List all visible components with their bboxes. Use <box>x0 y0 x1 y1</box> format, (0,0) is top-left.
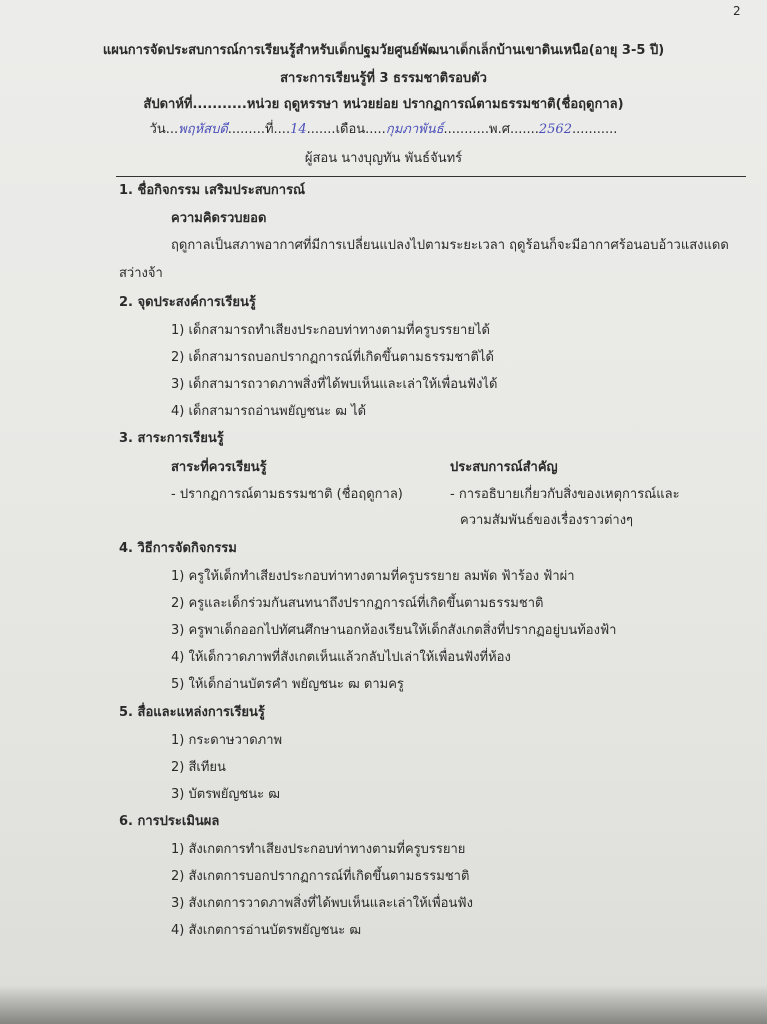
activity-step: 5) ให้เด็กอ่านบัตรคำ พยัญชนะ ฒ ตามครู <box>171 677 404 692</box>
objective-item: 3) เด็กสามารถวาดภาพสิ่งที่ได้พบเห็นและเล่าให้เพื่อนฟังได้ <box>171 377 498 392</box>
section-6-heading: 6. การประเมินผล <box>119 814 220 829</box>
experience-item-line-1: - การอธิบายเกี่ยวกับสิ่งของเหตุการณ์และ <box>450 487 680 502</box>
year-label: พ.ศ. <box>489 122 515 137</box>
section-3-heading: 3. สาระการเรียนรู้ <box>119 431 224 446</box>
page-number: 2 <box>733 4 741 18</box>
header-divider <box>116 176 746 177</box>
date-label: ที่ <box>264 122 274 137</box>
section-2-heading: 2. จุดประสงค์การเรียนรู้ <box>119 295 256 310</box>
activity-step: 3) ครูพาเด็กออกไปทัศนศึกษานอกห้องเรียนให้เด็กสังเกตสิ่งที่ปรากฏอยู่บนท้องฟ้า <box>171 623 617 638</box>
day-dots: ... <box>165 122 179 137</box>
page-title: แผนการจัดประสบการณ์การเรียนรู้สำหรับเด็กปฐมวัยศูนย์พัฒนาเด็กเล็กบ้านเขาดินเหนือ(อายุ 3-5 ปี) <box>102 43 665 58</box>
concept-heading: ความคิดรวบยอด <box>171 211 267 226</box>
page-subtitle: สาระการเรียนรู้ที่ 3 ธรรมชาติรอบตัว <box>280 71 487 86</box>
activity-step: 1) ครูให้เด็กทำเสียงประกอบท่าทางตามที่ครูบรรยาย ลมพัด ฟ้าร้อง ฟ้าผ่า <box>171 569 575 584</box>
date-line: วัน...พฤหัสบดี.........ที่....14.......เดือน.....กุมภาพันธ์...........พ.ศ.......2562........... <box>149 122 618 137</box>
content-item: - ปรากฏการณ์ตามธรรมชาติ (ชื่อฤดูกาล) <box>171 487 403 502</box>
content-column-heading: สาระที่ควรเรียนรู้ <box>171 460 267 475</box>
concept-text-line-1: ฤดูกาลเป็นสภาพอากาศที่มีการเปลี่ยนแปลงไปตามระยะเวลา ฤดูร้อนก็จะมีอากาศร้อนอบอ้าวแสงแดด <box>171 238 729 253</box>
objective-item: 2) เด็กสามารถบอกปรากฏการณ์ที่เกิดขึ้นตามธรรมชาติได้ <box>171 350 494 365</box>
concept-text-line-2: สว่างจ้า <box>119 266 163 281</box>
date-value: 14 <box>290 122 307 137</box>
media-item: 1) กระดาษวาดภาพ <box>171 733 283 748</box>
evaluation-item: 2) สังเกตการบอกปรากฏการณ์ที่เกิดขึ้นตามธรรมชาติ <box>171 869 470 884</box>
objective-item: 4) เด็กสามารถอ่านพยัญชนะ ฒ ได้ <box>171 404 367 419</box>
objective-item: 1) เด็กสามารถทำเสียงประกอบท่าทางตามที่ครูบรรยายได้ <box>171 323 490 338</box>
activity-step: 4) ให้เด็กวาดภาพที่สังเกตเห็นแล้วกลับไปเล่าให้เพื่อนฟังที่ห้อง <box>171 650 511 665</box>
section-1-heading: 1. ชื่อกิจกรรม เสริมประสบการณ์ <box>119 183 306 198</box>
page-bottom-shadow <box>0 985 767 1024</box>
activity-step: 2) ครูและเด็กร่วมกันสนทนาถึงปรากฏการณ์ที่เกิดขึ้นตามธรรมชาติ <box>171 596 544 611</box>
media-item: 3) บัตรพยัญชนะ ฒ <box>171 787 280 802</box>
experience-column-heading: ประสบการณ์สำคัญ <box>450 460 558 475</box>
year-value: 2562 <box>538 122 572 137</box>
month-label: เดือน <box>335 122 366 137</box>
teacher-line: ผู้สอน นางบุญทัน พันธ์จันทร์ <box>304 151 463 166</box>
week-unit-line: สัปดาห์ที่...........หน่วย ฤดูหรรษา หน่วยย่อย ปรากฏการณ์ตามธรรมชาติ(ชื่อฤดูกาล) <box>143 97 624 112</box>
evaluation-item: 3) สังเกตการวาดภาพสิ่งที่ได้พบเห็นและเล่าให้เพื่อนฟัง <box>171 896 473 911</box>
experience-item-line-2: ความสัมพันธ์ของเรื่องราวต่างๆ <box>460 513 634 528</box>
media-item: 2) สีเทียน <box>171 760 226 775</box>
day-label: วัน <box>149 122 166 137</box>
section-4-heading: 4. วิธีการจัดกิจกรรม <box>119 541 237 556</box>
section-5-heading: 5. สื่อและแหล่งการเรียนรู้ <box>119 705 265 720</box>
evaluation-item: 4) สังเกตการอ่านบัตรพยัญชนะ ฒ <box>171 923 362 938</box>
evaluation-item: 1) สังเกตการทำเสียงประกอบท่าทางตามที่ครูบรรยาย <box>171 842 466 857</box>
day-value: พฤหัสบดี <box>178 122 228 137</box>
month-value: กุมภาพันธ์ <box>385 122 444 137</box>
